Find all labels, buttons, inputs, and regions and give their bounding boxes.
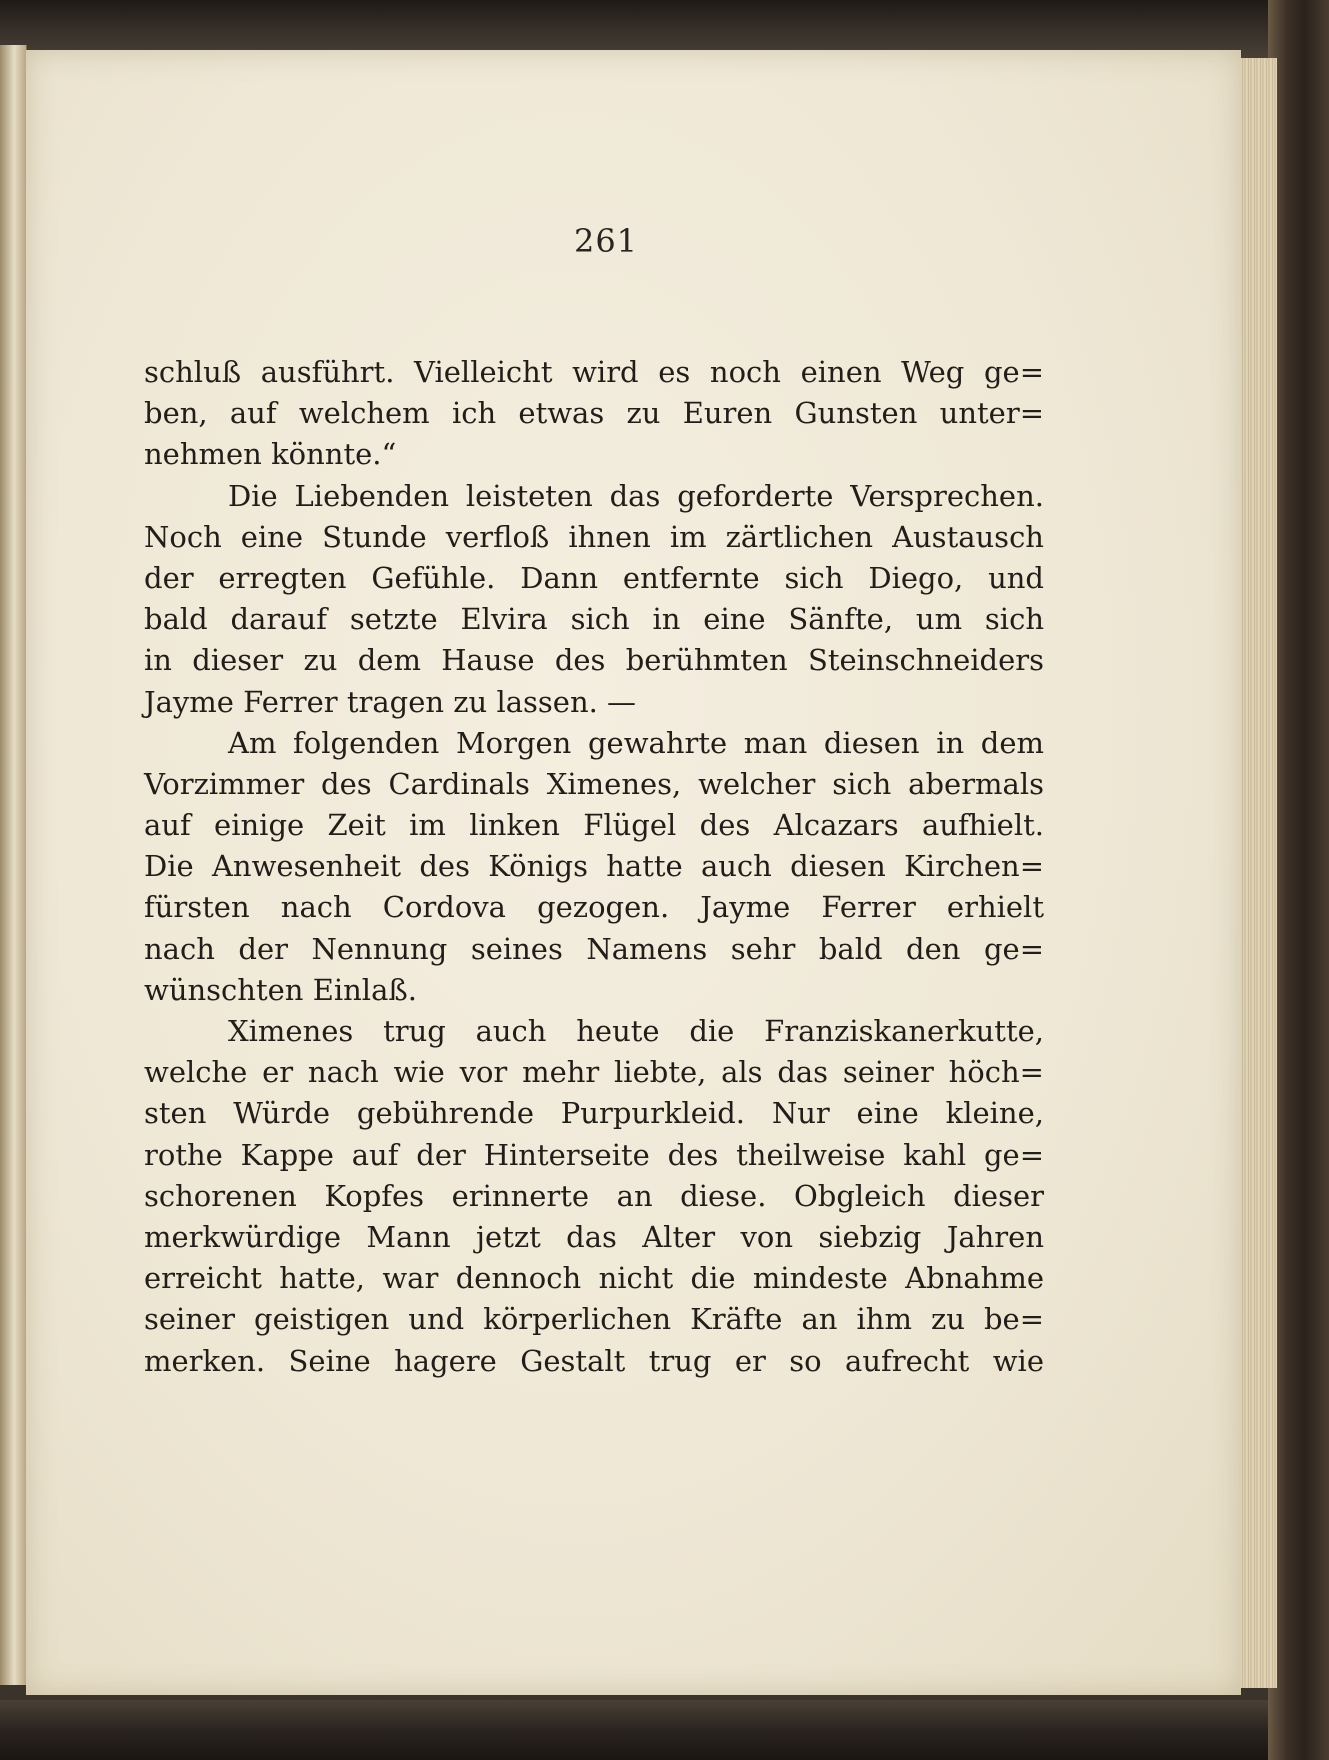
previous-page-edge [0, 45, 27, 1685]
page-number: 261 [573, 222, 639, 260]
text-line: Noch eine Stunde verfloß ihnen im zärtlichen Austausch [144, 519, 1044, 554]
text-line: Am folgenden Morgen gewahrte man diesen in dem [228, 725, 1044, 760]
text-line: Vorzimmer des Cardinals Ximenes, welcher sich abermals [144, 766, 1044, 801]
text-line: Ximenes trug auch heute die Franziskanerkutte, [228, 1014, 1044, 1048]
text-line: wünschten Einlaß. [144, 972, 417, 1007]
background-board-bottom [0, 1700, 1329, 1760]
text-line: bald darauf setzte Elvira sich in eine Sänfte, um sich [144, 602, 1044, 637]
text-line: merken. Seine hagere Gestalt trug er so aufrecht wie [144, 1343, 1044, 1378]
text-line: schluß ausführt. Vielleicht wird es noch einen Weg ge= [144, 355, 1044, 389]
book-page [26, 50, 1241, 1695]
text-line: rothe Kappe auf der Hinterseite des theilweise kahl ge= [144, 1137, 1044, 1172]
text-line: merkwürdige Mann jetzt das Alter von siebzig Jahren [144, 1219, 1044, 1254]
text-line: seiner geistigen und körperlichen Kräfte an ihm zu be= [144, 1302, 1044, 1337]
text-line: erreicht hatte, war dennoch nicht die mindeste Abnahme [144, 1261, 1044, 1296]
text-line: auf einige Zeit im linken Flügel des Alcazars aufhielt. [144, 808, 1044, 843]
text-line: Die Liebenden leisteten das geforderte Versprechen. [228, 478, 1044, 513]
book-binding-right [1268, 0, 1329, 1760]
text-line: fürsten nach Cordova gezogen. Jayme Ferrer erhielt [144, 890, 1044, 925]
text-line: nehmen könnte.“ [144, 437, 397, 472]
text-line: Jayme Ferrer tragen zu lassen. — [144, 684, 637, 719]
text-line: sten Würde gebührende Purpurkleid. Nur eine kleine, [144, 1096, 1044, 1131]
text-line: schorenen Kopfes erinnerte an diese. Obgleich dieser [144, 1178, 1044, 1213]
text-line: Die Anwesenheit des Königs hatte auch diesen Kirchen= [144, 849, 1044, 884]
text-line: welche er nach wie vor mehr liebte, als das seiner höch= [144, 1055, 1044, 1090]
body-text [144, 352, 1044, 1382]
text-line: ben, auf welchem ich etwas zu Euren Gunsten unter= [144, 396, 1044, 431]
text-line: der erregten Gefühle. Dann entfernte sich Diego, und [144, 560, 1044, 595]
text-line: in dieser zu dem Hause des berühmten Steinschneiders [144, 643, 1044, 678]
text-line: nach der Nennung seines Namens sehr bald den ge= [144, 931, 1044, 966]
page-stack-edges [1236, 58, 1277, 1688]
